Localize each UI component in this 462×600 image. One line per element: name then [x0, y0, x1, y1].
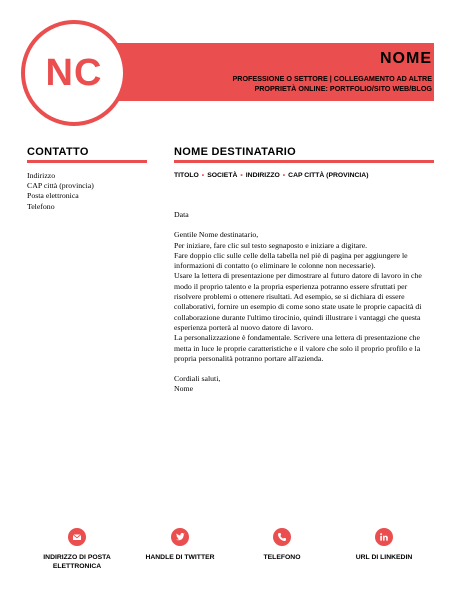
- recipient-details: [174, 172, 434, 179]
- contact-list: [27, 171, 152, 212]
- email-icon: [68, 528, 86, 546]
- contact-city[interactable]: CAP città (provincia): [27, 181, 94, 191]
- contact-divider: [27, 160, 147, 163]
- applicant-name[interactable]: NOME: [380, 50, 432, 67]
- contact-email[interactable]: Posta elettronica: [27, 191, 79, 201]
- recipient-divider: [174, 160, 434, 163]
- phone-icon: [273, 528, 291, 546]
- footer-twitter-label: HANDLE DI TWITTER: [145, 554, 215, 561]
- letter-body: [174, 210, 436, 395]
- monogram-text: NC: [45, 51, 103, 94]
- contact-phone[interactable]: Telefono: [27, 201, 55, 211]
- footer-phone-label: TELEFONO: [263, 554, 301, 561]
- letter-paragraph[interactable]: Usare la lettera di presentazione per dimostrare al futuro datore di lavoro in che modo il proprio talento e la propria esperienza potranno essere sfruttati per risolvere problemi o ottenere risultati. Ad esempio, se si dichiara di essere collaborativi, fornire un esempio di come sono state usate le proprie capacità di collaborazione durante l'ultimo tirocinio, quindi illustrare i vantaggi che questa esperienza porterà al nuovo datore di lavoro.: [174, 271, 422, 332]
- applicant-subtitle[interactable]: PROFESSIONE O SETTORE | COLLEGAMENTO AD ALTRE PROPRIETÀ ONLINE: PORTFOLIO/SITO WEB/BLOG: [232, 74, 432, 93]
- letter-paragraph[interactable]: Fare doppio clic sulle celle della tabella nel piè di pagina per aggiungere le informazioni di contatto (o eliminare le colonne non necessarie).: [174, 250, 408, 271]
- recipient-heading[interactable]: NOME DESTINATARIO: [174, 146, 297, 158]
- letter-closing[interactable]: Cordiali saluti,: [174, 374, 221, 384]
- spacer: [174, 220, 436, 230]
- monogram-badge: [21, 20, 127, 126]
- twitter-icon: [171, 528, 189, 546]
- separator-bullet: •: [201, 172, 205, 179]
- spacer: [174, 364, 436, 374]
- recipient-address[interactable]: INDIRIZZO: [245, 172, 280, 179]
- linkedin-icon: [375, 528, 393, 546]
- footer-twitter[interactable]: [135, 528, 225, 563]
- recipient-company[interactable]: SOCIETÀ: [207, 172, 238, 179]
- contact-address[interactable]: Indirizzo: [27, 171, 56, 180]
- footer-linkedin[interactable]: [339, 528, 429, 563]
- letter-signature[interactable]: Nome: [174, 384, 194, 394]
- footer-email-label: INDIRIZZO DI POSTA ELETTRONICA: [43, 554, 111, 570]
- recipient-city[interactable]: CAP CITTÀ (PROVINCIA): [288, 172, 369, 179]
- footer-phone[interactable]: [237, 528, 327, 563]
- letter-paragraph[interactable]: Per iniziare, fare clic sul testo segnaposto e iniziare a digitare.: [174, 240, 368, 250]
- separator-bullet: •: [282, 172, 286, 179]
- footer-linkedin-label: URL DI LINKEDIN: [355, 554, 413, 561]
- letter-date[interactable]: Data: [174, 210, 189, 219]
- recipient-title[interactable]: TITOLO: [174, 172, 199, 179]
- letter-greeting[interactable]: Gentile Nome destinatario,: [174, 230, 259, 240]
- contact-heading: CONTATTO: [27, 146, 89, 158]
- footer-email[interactable]: [32, 528, 122, 571]
- separator-bullet: •: [240, 172, 243, 179]
- letter-paragraph[interactable]: La personalizzazione è fondamentale. Scrivere una lettera di presentazione che metta in luce le proprie caratteristiche e il valore che solo il proprio profilo e la propria personalità potranno portare all'azienda.: [174, 333, 421, 363]
